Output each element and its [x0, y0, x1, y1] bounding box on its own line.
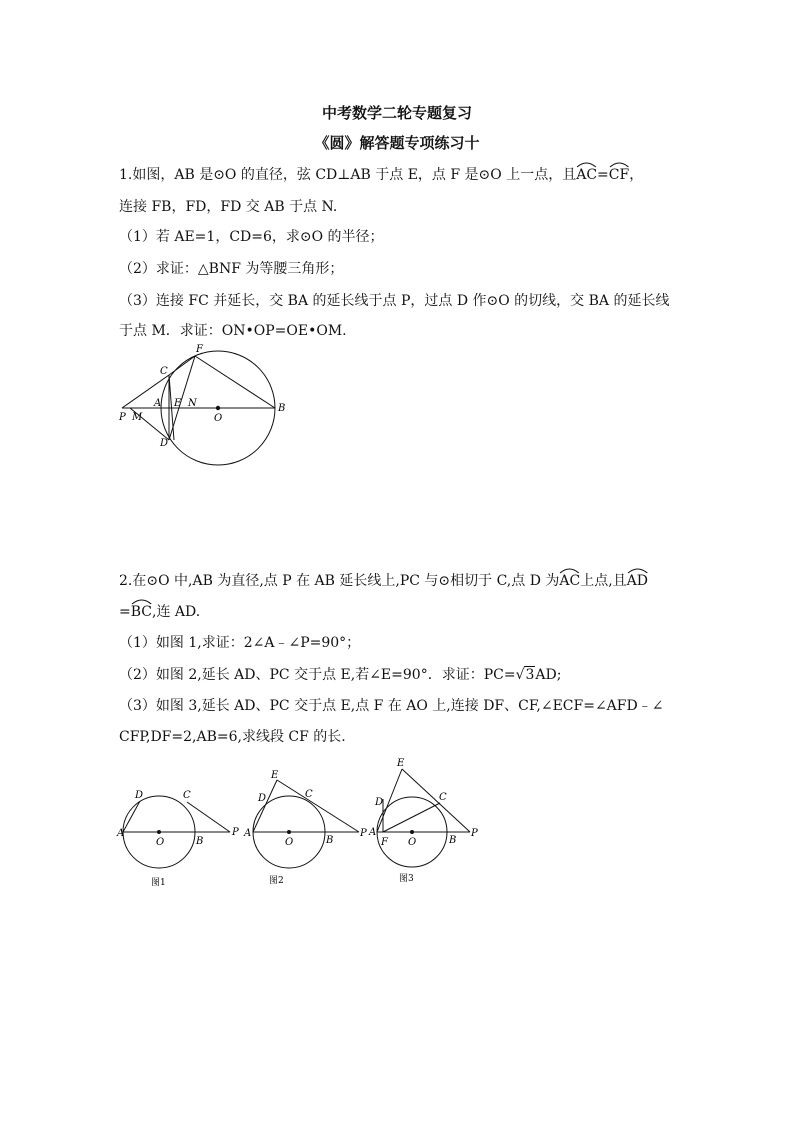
label-P: P	[119, 412, 126, 423]
svg-text:C: C	[305, 789, 313, 800]
doc-title-line1: 中考数学二轮专题复习	[321, 104, 472, 122]
arc-mark-icon	[131, 597, 152, 605]
q2-figure-1	[116, 790, 239, 888]
q1-part3b: 于点 M．求证：ON•OP=OE•OM.	[119, 323, 347, 339]
arc-ad: AD	[627, 573, 648, 589]
svg-text:F: F	[381, 837, 388, 848]
arc-bc: BC	[131, 604, 152, 620]
arc-mark-icon	[627, 566, 648, 574]
svg-text:O: O	[285, 837, 294, 848]
arc-ac: AC	[559, 573, 580, 589]
svg-text:E: E	[271, 770, 279, 781]
label-M: M	[132, 412, 143, 423]
q2-part3a: （3）如图 3,延长 AD、PC 交于点 E,点 F 在 AO 上,连接 DF、CF,∠ECF=∠AFD﹣∠	[119, 698, 664, 714]
svg-text:A: A	[369, 827, 377, 838]
svg-text:D: D	[135, 790, 144, 801]
svg-text:B: B	[196, 836, 204, 847]
doc-title-line2: 《圆》解答题专项练习十	[314, 134, 480, 152]
q2-part1: （1）如图 1,求证：2∠A﹣∠P=90°；	[119, 635, 361, 651]
q1-figure	[110, 340, 300, 470]
svg-text:O: O	[408, 837, 417, 848]
svg-text:P: P	[232, 827, 239, 838]
q2-figure-2	[243, 770, 367, 886]
svg-text:E: E	[397, 758, 405, 769]
q2-figures	[115, 755, 485, 890]
arc-ac: AC	[576, 167, 597, 183]
svg-text:C: C	[439, 792, 447, 803]
fig3-caption: 图3	[399, 874, 414, 884]
sqrt-symbol: √3	[515, 667, 535, 683]
q2-line2: = BC,连 AD.	[119, 601, 200, 621]
arc-mark-icon	[559, 566, 580, 574]
svg-text:C: C	[183, 790, 191, 801]
svg-text:P: P	[360, 828, 367, 839]
svg-text:P: P	[471, 828, 478, 839]
svg-text:B: B	[449, 835, 457, 846]
svg-text:D: D	[375, 797, 384, 808]
q1-line1: 1.如图，AB 是⊙O 的直径，弦 CD⊥AB 于点 E，点 F 是⊙O 上一点，且 AC= CF，	[119, 164, 643, 184]
label-O: O	[214, 413, 223, 424]
svg-text:A: A	[244, 828, 252, 839]
label-E: E	[174, 398, 182, 409]
q1-part2: （2）求证：△BNF 为等腰三角形；	[119, 261, 344, 277]
svg-text:B: B	[326, 835, 334, 846]
label-C: C	[160, 366, 168, 377]
label-N: N	[188, 398, 197, 409]
q2-statement: 2.在⊙O 中,AB 为直径,点 P 在 AB 延长线上,PC 与⊙相切于 C,点 D 为	[119, 573, 560, 589]
svg-text:D: D	[258, 793, 267, 804]
arc-mark-icon	[609, 160, 629, 168]
q1-statement: 1.如图，AB 是⊙O 的直径，弦 CD⊥AB 于点 E，点 F 是⊙O 上一点，且	[119, 167, 577, 183]
q1-part3a: （3）连接 FC 并延长，交 BA 的延长线于点 P，过点 D 作⊙O 的切线，交 BA 的延长线	[119, 293, 670, 309]
svg-text:A: A	[117, 828, 125, 839]
label-F: F	[196, 344, 203, 355]
q1-part1: （1）若 AE=1，CD=6，求⊙O 的半径；	[119, 229, 384, 245]
q2-line1: 2.在⊙O 中,AB 为直径,点 P 在 AB 延长线上,PC 与⊙相切于 C,点 D 为 AC上点,且 AD	[119, 570, 648, 590]
q1-line2: 连接 FB，FD，FD 交 AB 于点 N.	[119, 199, 338, 215]
label-A: A	[154, 398, 162, 409]
q2-figure-3	[368, 758, 478, 884]
arc-cf: CF	[609, 167, 629, 183]
arc-mark-icon	[576, 160, 597, 168]
fig2-caption: 图2	[269, 876, 284, 886]
svg-text:O: O	[156, 837, 165, 848]
label-B: B	[278, 403, 286, 414]
q2-part2: （2）如图 2,延长 AD、PC 交于点 E,若∠E=90°．求证：PC=√3AD;	[119, 667, 562, 683]
fig1-caption: 图1	[151, 878, 166, 888]
q2-part3b: CFP,DF=2,AB=6,求线段 CF 的长.	[119, 729, 346, 745]
label-D: D	[160, 438, 169, 449]
